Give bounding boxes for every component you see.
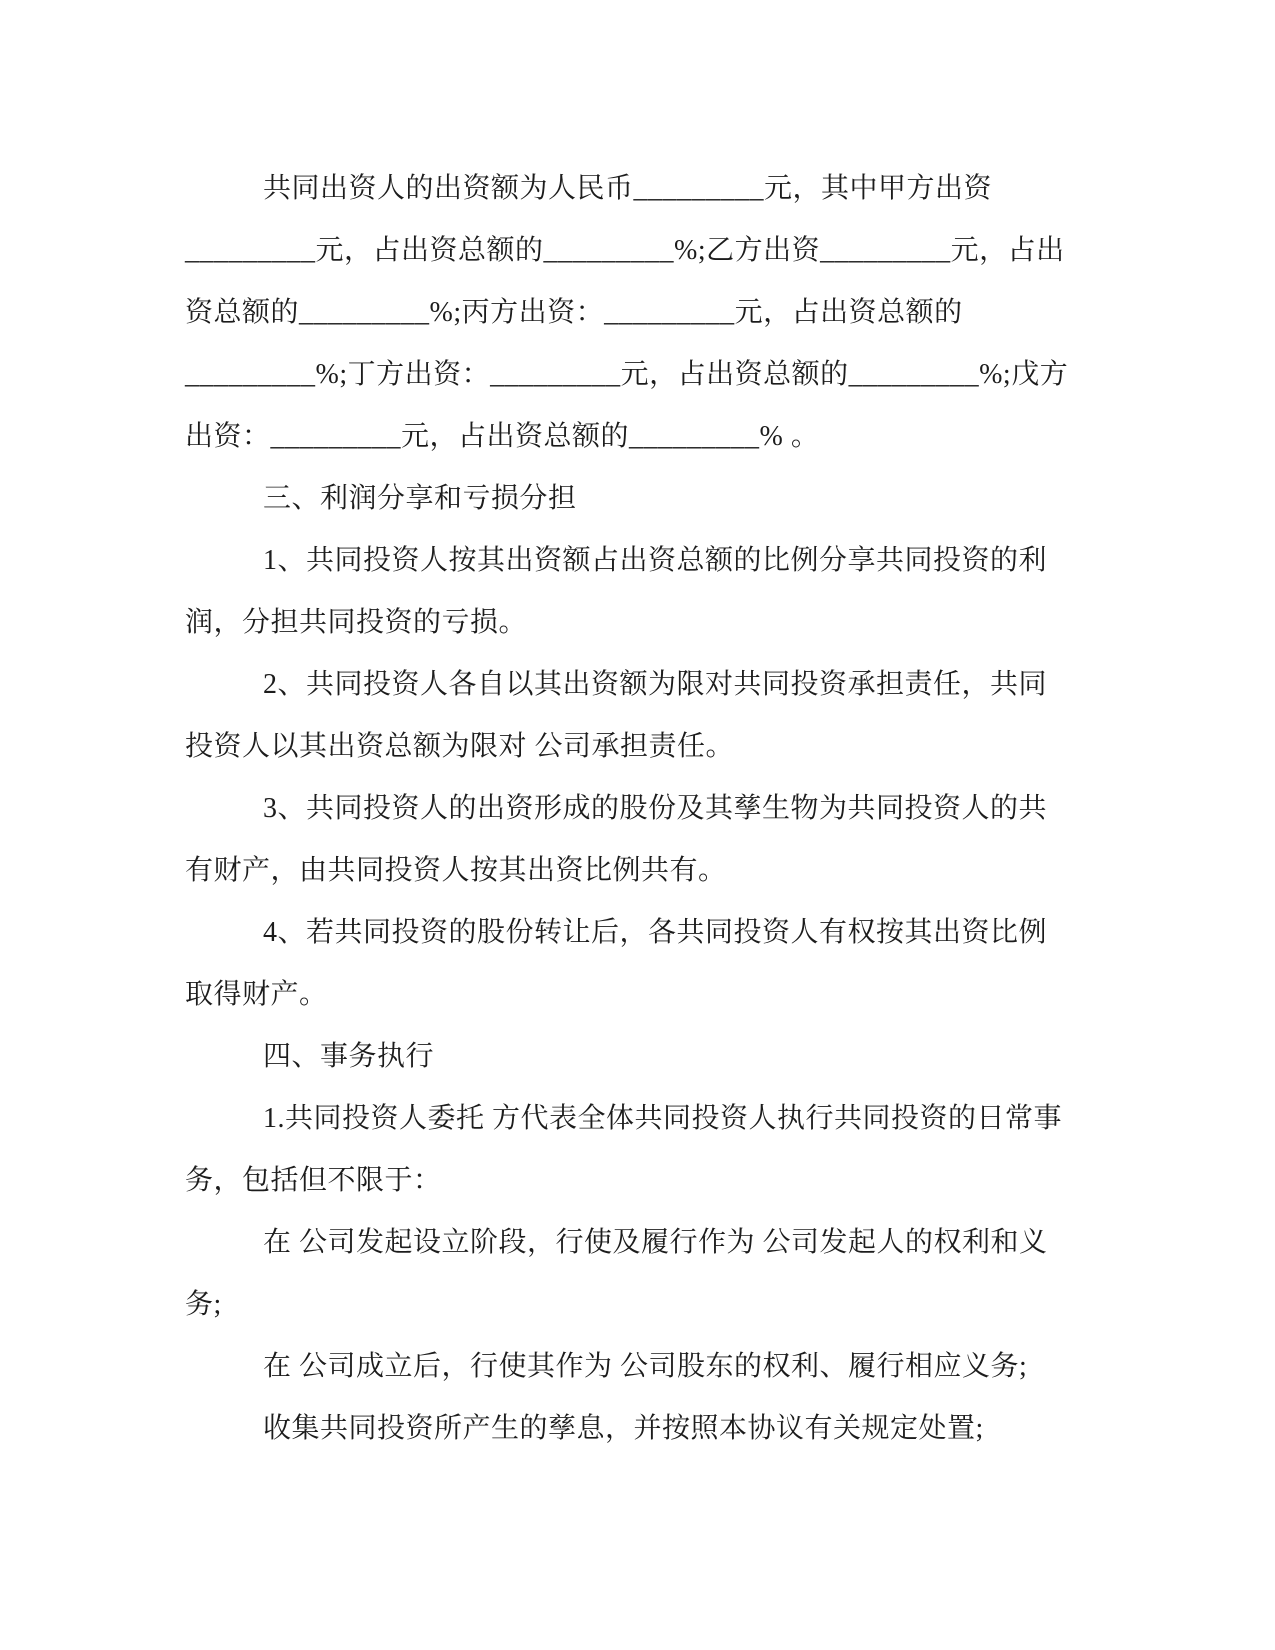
line-capital-party-e-end: 出资：_________元，占出资总额的_________% 。 [185,421,820,452]
line-duty-interest: 收集共同投资所产生的孳息，并按照本协议有关规定处置; [263,1413,984,1444]
line-capital-total: 共同出资人的出资额为人民币_________元，其中甲方出资 [263,173,993,204]
line-entrust-end: 务，包括但不限于： [185,1165,442,1196]
line-item-1-start: 1、共同投资人按其出资额占出资总额的比例分享共同投资的利 [263,545,1048,576]
line-duty-founding-start: 在 公司发起设立阶段，行使及履行作为 公司发起人的权利和义 [263,1227,1048,1258]
line-item-3-start: 3、共同投资人的出资形成的股份及其孳生物为共同投资人的共 [263,793,1048,824]
line-item-4-start: 4、若共同投资的股份转让后，各共同投资人有权按其出资比例 [263,917,1048,948]
line-capital-party-d-e: _________%;丁方出资：_________元，占出资总额的_________%;戊方 [185,359,1069,390]
line-duty-founding-end: 务; [185,1289,222,1320]
line-capital-party-a-b: _________元，占出资总额的_________%;乙方出资_________元，占出 [185,235,1065,266]
line-item-1-end: 润，分担共同投资的亏损。 [185,607,528,638]
line-duty-shareholder: 在 公司成立后，行使其作为 公司股东的权利、履行相应义务; [263,1351,1028,1382]
line-item-4-end: 取得财产。 [185,979,328,1010]
line-item-2-end: 投资人以其出资总额为限对 公司承担责任。 [185,731,735,762]
line-item-3-end: 有财产，由共同投资人按其出资比例共有。 [185,855,727,886]
heading-section-4-affairs: 四、事务执行 [263,1041,435,1072]
heading-section-3-profit-loss: 三、利润分享和亏损分担 [263,483,577,514]
line-entrust-start: 1.共同投资人委托 方代表全体共同投资人执行共同投资的日常事 [263,1103,1063,1134]
line-capital-party-c: 资总额的_________%;丙方出资：_________元，占出资总额的 [185,297,963,328]
line-item-2-start: 2、共同投资人各自以其出资额为限对共同投资承担责任，共同 [263,669,1048,700]
